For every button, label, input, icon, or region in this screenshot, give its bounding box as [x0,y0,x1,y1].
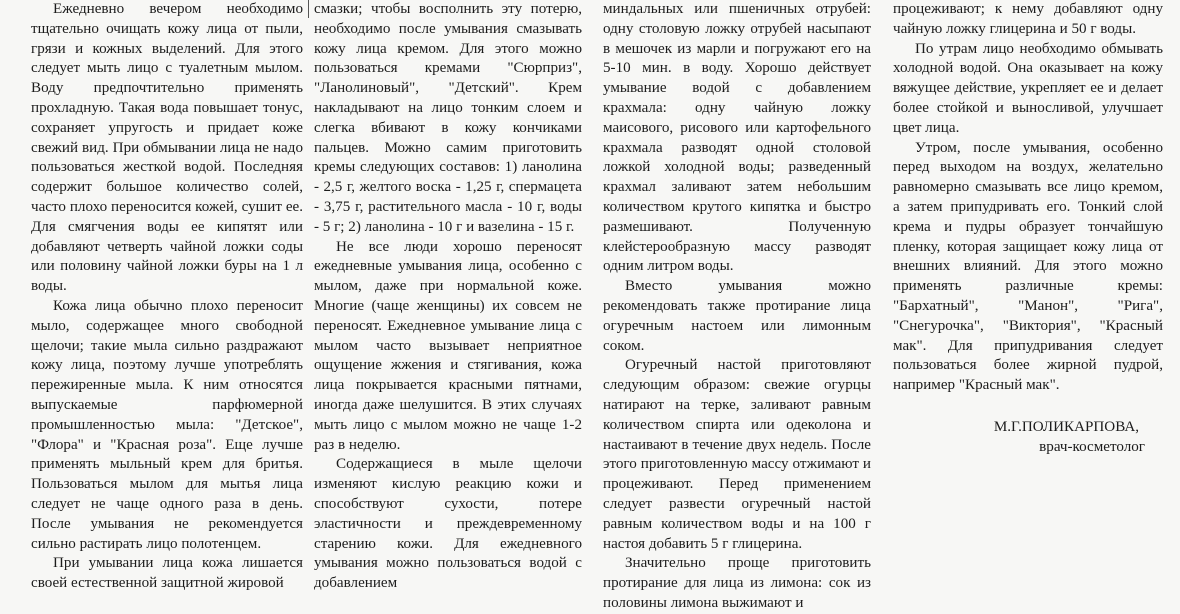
text-column-4 [893,0,1163,458]
paragraph: Ежедневно вечером необходимо тщательно очищать кожу лица от пыли, грязи и кожных выделений. Для этого следует мыть лицо с туалетным мылом. Воду предпочтительно применять прохладную. Такая вода повышает тонус, сохраняет упругость и придает коже свежий вид. При обмывании лица не надо пользоваться жесткой водой. Последняя содержит большое количество солей, часто плохо переносится кожей, сушит ее. Для смягчения воды ее кипятят или добавляют четверть чайной ложки соды или половину чайной ложки буры на 1 л воды. [31,1,303,295]
paragraph: По утрам лицо необходимо обмывать холодной водой. Она оказывает на кожу вяжущее действие, укрепляет ее и делает более стойкой и выносливой, улучшает цвет лица. [893,40,1163,136]
text-column-3 [603,0,871,614]
paragraph: смазки; чтобы восполнить эту потерю, необходимо после умывания смазывать кожу лица кремом. Для этого можно пользоваться кремами "Сюрприз", "Ланолиновый", "Детский". Крем накладывают на лицо тонким слоем и слегка вбивают в кожу кончиками пальцев. Можно самим приготовить кремы следующих составов: 1) ланолина - 2,5 г, желтого воска - 1,25 г, спермацета - 3,75 г, растительного масла - 10 г, воды - 5 г; 2) ланолина - 10 г и вазелина - 15 г. [314,1,582,235]
paragraph: Утром, после умывания, особенно перед выходом на воздух, желательно равномерно смазывать все лицо кремом, а затем припудривать его. Тонкий слой крема и пудры образует тончайшую пленку, которая защищает кожу лица от внешних влияний. Для этого можно применять различные кремы: "Бархатный", "Манон", "Рига", "Снегурочка", "Виктория", "Красный мак". Для припудривания следует пользоваться более жирной пудрой, например "Красный мак". [893,139,1163,394]
paragraph: Не все люди хорошо переносят ежедневные умывания лица, особенно с мылом, даже при нормальной коже. Многие (чаще женщины) их совсем не переносят. Ежедневное умывание лица с мылом часто вызывает неприятное ощущение жжения и стягивания, кожа лица покрывается красными пятнами, иногда даже шелушится. В этих случаях мыть лицо с мылом можно не чаще 1-2 раз в неделю. [314,238,582,453]
paragraph: процеживают; к нему добавляют одну чайную ложку глицерина и 50 г воды. [893,1,1163,37]
paragraph: Огуречный настой приготовляют следующим образом: свежие огурцы натирают на терке, заливают равным количеством спирта или одеколона и настаивают в течение двух недель. После этого приготовленную массу отжимают и процеживают. Перед применением следует развести огуречный настой равным количеством воды и на 100 г настоя добавить 5 г глицерина. [603,357,871,552]
author-title: врач-косметолог [1039,438,1145,455]
paragraph: Содержащиеся в мыле щелочи изменяют кислую реакцию кожи и способствуют сухости, потере эластичности и преждевременному старению кожи. Для ежедневного умывания можно пользоваться водой с добавлением [314,456,582,592]
paragraph: Кожа лица обычно плохо переносит мыло, содержащее много свободной щелочи; такие мыла сильно раздражают кожу лица, поэтому лучше употреблять пережиренные мыла. К ним относятся выпускаемые парфюмерной промышленностью мыла: "Детское", "Флора" и "Красная роза". Еще лучше применять мыльный крем для бритья. Пользоваться мылом для мытья лица следует не чаще одного раза в день. После умывания не рекомендуется сильно растирать лицо полотенцем. [31,297,303,552]
text-cursor [308,0,309,18]
author-signature [893,418,1163,458]
paragraph: При умывании лица кожа лишается своей естественной защитной жировой [31,555,303,592]
author-name: М.Г.ПОЛИКАРПОВА, [993,418,1139,435]
paragraph: Вместо умывания можно рекомендовать также протирание лица огуречным настоем или лимонным соком. [603,278,871,354]
paragraph: миндальных или пшеничных отрубей: одну столовую ложку отрубей насыпают в мешочек из марли и погружают его на 5-10 мин. в воду. Хорошо действует умывание водой с добавлением крахмала: одну чайную ложку маисового, рисового или картофельного крахмала разводят одной столовой ложкой холодной воды; разведенный крахмал заливают затем небольшим количеством крутого кипятка и быстро размешивают. Полученную клейстерообразную массу разводят одним литром воды. [603,1,871,275]
paragraph: Значительно проще приготовить протирание для лица из лимона: сок из половины лимона выжимают и [603,555,871,611]
text-column-2 [314,0,582,594]
text-column-1 [31,0,303,594]
